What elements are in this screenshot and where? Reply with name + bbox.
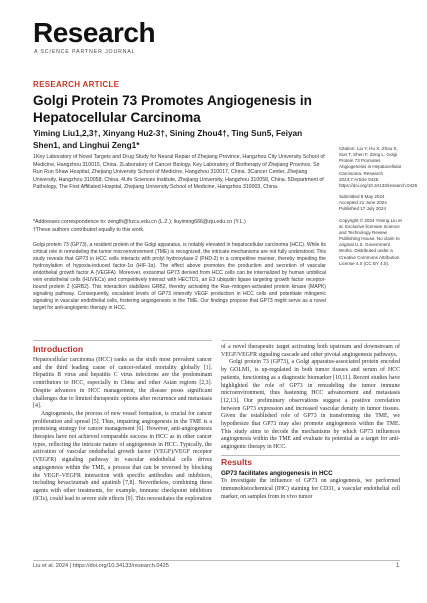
journal-name: Research [33,17,156,48]
section-divider [221,340,400,341]
right-paragraph-1: of a novel therapeutic target activating both upstream and downstream of VEGF/VEGFR signaling cascade and other pivotal angiogenesis pathways. [221,344,400,358]
correspondence: *Addresses correspondence to: zenglh@hzcu.edu.cn (L.Z.); liuyiming666@zju.edu.cn (Y.L.) [33,219,246,225]
copyright-text: Copyright © 2024 Yiming Liu et al. Exclusive licensee Science and Technology Review Publishing House. No claim to original U.S. Government Works. Distributed under a Creative Commons Attribution License 4.0 (CC BY 4.0). [339,217,402,266]
article-type-label: RESEARCH ARTICLE [33,80,120,89]
results-subheading: GP73 facilitates angiogenesis in HCC [221,469,333,477]
author-list: Yiming Liu1,2,3†, Xinyang Hu2-3†, Sining Zhou4†, Ting Sun5, Feiyan Shen1, and Linghui Zeng1* [33,128,303,150]
affiliations: 1Key Laboratory of Novel Targets and Drug Study for Neural Repair of Zhejiang Province, Hangzhou City University School of Medicine, Hangzhou 310015, China. 2Laboratory of Cancer Biology, Key Laboratory of Biotherapy of Zhejiang Province, Sir Run Run Shaw Hospital, Zhejiang University School of Medicine, Hangzhou 310017, China. 3Cancer Center, Zhejiang University, Hangzhou 310058, China. 4Life Sciences Institute, Zhejiang University, Hangzhou 310058, China. 5Department of Pathology, The First Affiliated Hospital, Zhejiang University School of Medicine, Hangzhou 310003, China. [33,154,325,191]
results-paragraph-1: To investigate the influence of GP73 on angiogenesis, we performed immunohistochemical (IHC) staining for CD31, a vascular endothelial cell marker, on samples from in vivo tumor [221,478,400,500]
accepted-date: Accepted 21 June 2024 [339,200,387,206]
correspondence-block [33,219,326,234]
abstract: Golgi protein 73 (GP73), a resident protein of the Golgi apparatus, is notably elevated in hepatocellular carcinoma (HCC). While its critical role in remodeling the tumor microenvironment (TME) is recognized, the intricate mechanisms are not fully understood. This study reveals that GP73 in HCC cells interacts with prolyl hydroxylase-2 (PHD-2) in a competitive manner, thereby impeding the hydroxylation of hypoxia-induced factor-1α (HIF-1α). The effect above promotes the production and secretion of vascular endothelial growth factor A (VEGFA). Moreover, exosomal GP73 derived from HCC cells can be internalized by human umbilical vein endothelial cells (HUVECs) and competitively interact with HECTD1, an E3 ubiquitin ligase targeting growth factor receptor-bound protein 2 (GRB2). This interaction stabilizes GRB2, thereby activating the Ras–mitogen-activated protein kinase (MAPK) signaling pathway. Consequently, escalated levels of GP73 intensify VEGF production in HCC cells and potentiate mitogenic signaling in vascular endothelial cells, fostering angiogenesis in the TME. Our findings propose that GP73 might serve as a novel target for anti-angiogenic therapy in HCC. [33,242,326,312]
equal-contribution-note: †These authors contributed equally to this work. [33,226,145,233]
published-date: Published 17 July 2024 [339,206,387,212]
intro-heading: Introduction [33,344,84,354]
article-info-sidebar [339,146,418,267]
article-title: Golgi Protein 73 Promotes Angiogenesis in Hepatocellular Carcinoma [33,93,312,125]
intro-paragraph-1: Hepatocellular carcinoma (HCC) ranks as the sixth most prevalent cancer and the third leading cause of cancer-related mortality globally [1]. Hepatitis B virus and hepatitis C virus infections are the predominant contributors to HCC, especially in China and other Asian regions [2,3]. Despite advances in HCC management, the disease poses significant challenges due to limited therapeutic options after recurrence and metastasis [4]. [33,357,212,410]
page-number: 1 [396,563,400,569]
citation-text: Citation: Liu Y, Hu X, Zhou S, Sun T, Shen F, Zeng L. Golgi Protein 73 Promotes Angiogenesis in Hepatocellular Carcinoma. Research 2024;7:Article 0425. https://doi.org/10.34133/research.0425 [339,146,418,188]
journal-subtitle: A SCIENCE PARTNER JOURNAL [34,49,136,55]
results-divider [221,455,400,456]
intro-body [33,357,212,503]
footer-citation[interactable]: Liu et al. 2024 | https://doi.org/10.34133/research.0425 [33,563,169,569]
footer-divider [33,560,400,561]
submitted-date: Submitted 8 May 2024 [339,194,385,200]
results-heading: Results [221,456,253,467]
section-divider [33,340,212,341]
right-paragraph-2: Golgi protein 73 (GP73), a Golgi apparatus-associated protein encoded by GOLM1, is up-regulated in both tumor tissues and serum of HCC patients, functioning as a diagnostic biomarker [10,11]. Recent studies have highlighted the role of GP73 in remodeling the tumor immune microenvironment, thus hastening HCC advancement and metastasis [12,13]. Our preliminary observations suggest a positive correlation between GP73 expression and increased vascular density in tumor tissues. Given the established role of GP73 in transforming the TME, we hypothesize that GP73 may also promote angiogenesis within the TME. This study aims to decode the mechanisms by which GP73 influences angiogenesis within the TME and evaluate its potential as a target for anti-angiogenic therapy in HCC. [221,359,400,451]
right-column-body [221,344,400,501]
intro-paragraph-2: Angiogenesis, the process of new vessel formation, is crucial for cancer proliferation and spread [5]. Thus, impairing angiogenesis in the TME is a promising strategy for cancer management [6]. However, anti-angiogenesis therapies have not achieved comparable success in HCC as in other cancer types, reflecting the intricate nature of angiogenesis in HCC. Typically, the activation of vascular endothelial growth factor (VEGF)/VEGF receptor (VEGFR) signaling pathway in vascular endothelial cells drives angiogenesis within the TME, a process that can be reversed by blocking the VEGF–VEGFR interaction with specific antibodies and inhibitors, including bevacizumab and apatinib [7,8]. Nevertheless, combining these agents with other treatments, for example, immune checkpoint inhibitors (ICIs), could lead to severe side effects [9]. This necessitates the exploration [33,410,212,502]
